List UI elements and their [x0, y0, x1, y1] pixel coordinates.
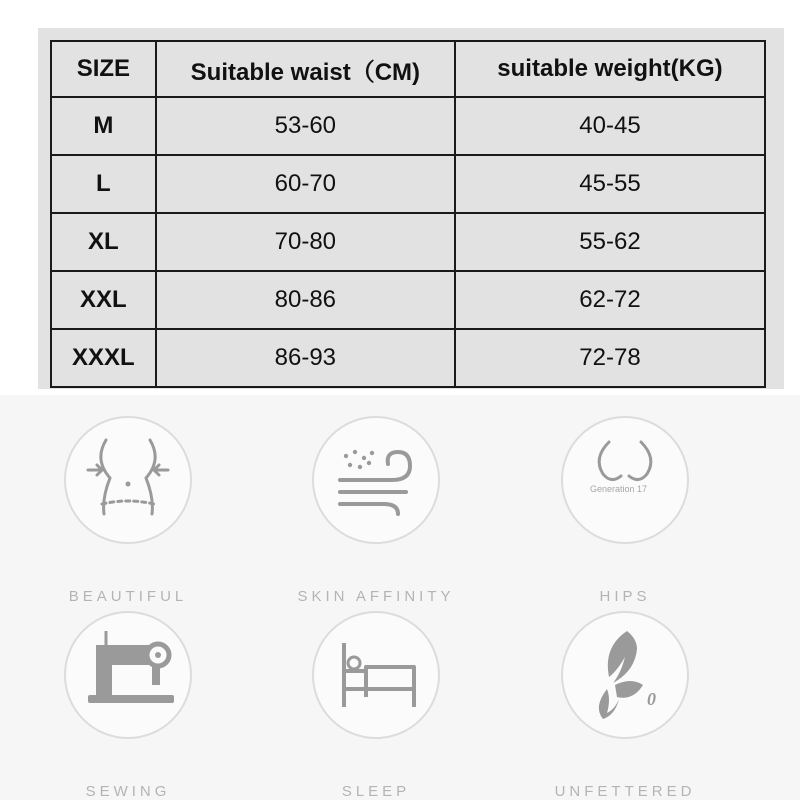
weight-cell: 72-78	[455, 329, 765, 387]
table-header-row	[51, 41, 765, 97]
feature-label: SEWING	[85, 783, 171, 800]
feature-icon-circle	[312, 611, 440, 739]
waist-cell: 70-80	[156, 213, 455, 271]
feature-sleep	[251, 611, 501, 800]
feature-label: UNFETTERED	[554, 783, 696, 800]
feature-beautiful	[3, 416, 253, 605]
breathable-fabric-icon	[314, 418, 438, 542]
table-row	[51, 155, 765, 213]
header-size: SIZE	[51, 41, 156, 97]
weight-cell: 45-55	[455, 155, 765, 213]
weight-cell: 40-45	[455, 97, 765, 155]
feature-hips	[500, 416, 750, 605]
feature-icon-circle	[312, 416, 440, 544]
weight-cell: 62-72	[455, 271, 765, 329]
waist-slimming-icon	[66, 418, 190, 542]
waist-cell: 86-93	[156, 329, 455, 387]
bed-icon	[314, 613, 438, 737]
feature-label: SLEEP	[341, 783, 411, 800]
table-row	[51, 271, 765, 329]
waist-cell: 60-70	[156, 155, 455, 213]
size-chart	[38, 28, 784, 389]
waist-cell: 53-60	[156, 97, 455, 155]
watermark: Generation 17	[590, 484, 648, 494]
feature-icon-circle	[561, 416, 689, 544]
sewing-machine-icon	[66, 613, 190, 737]
leaf-icon	[563, 613, 687, 737]
feature-label: SKIN AFFINITY	[297, 588, 455, 605]
size-cell: M	[51, 97, 156, 155]
size-cell: XXL	[51, 271, 156, 329]
header-weight: suitable weight(KG)	[455, 41, 765, 97]
feature-icon-circle	[64, 416, 192, 544]
feature-label: BEAUTIFUL	[68, 588, 188, 605]
hips-icon	[563, 418, 687, 542]
size-cell: L	[51, 155, 156, 213]
feature-label: HIPS	[599, 588, 651, 605]
table-row	[51, 97, 765, 155]
size-table	[50, 40, 766, 388]
weight-cell: 55-62	[455, 213, 765, 271]
table-row	[51, 213, 765, 271]
table-row	[51, 329, 765, 387]
svg-text:0: 0	[647, 689, 656, 709]
feature-icon-circle	[64, 611, 192, 739]
features-panel	[0, 395, 800, 800]
size-cell: XL	[51, 213, 156, 271]
waist-cell: 80-86	[156, 271, 455, 329]
feature-sewing	[3, 611, 253, 800]
feature-icon-circle	[561, 611, 689, 739]
feature-skin-affinity	[251, 416, 501, 605]
header-waist: Suitable waist（CM)	[156, 41, 455, 97]
feature-unfettered	[500, 611, 750, 800]
size-cell: XXXL	[51, 329, 156, 387]
